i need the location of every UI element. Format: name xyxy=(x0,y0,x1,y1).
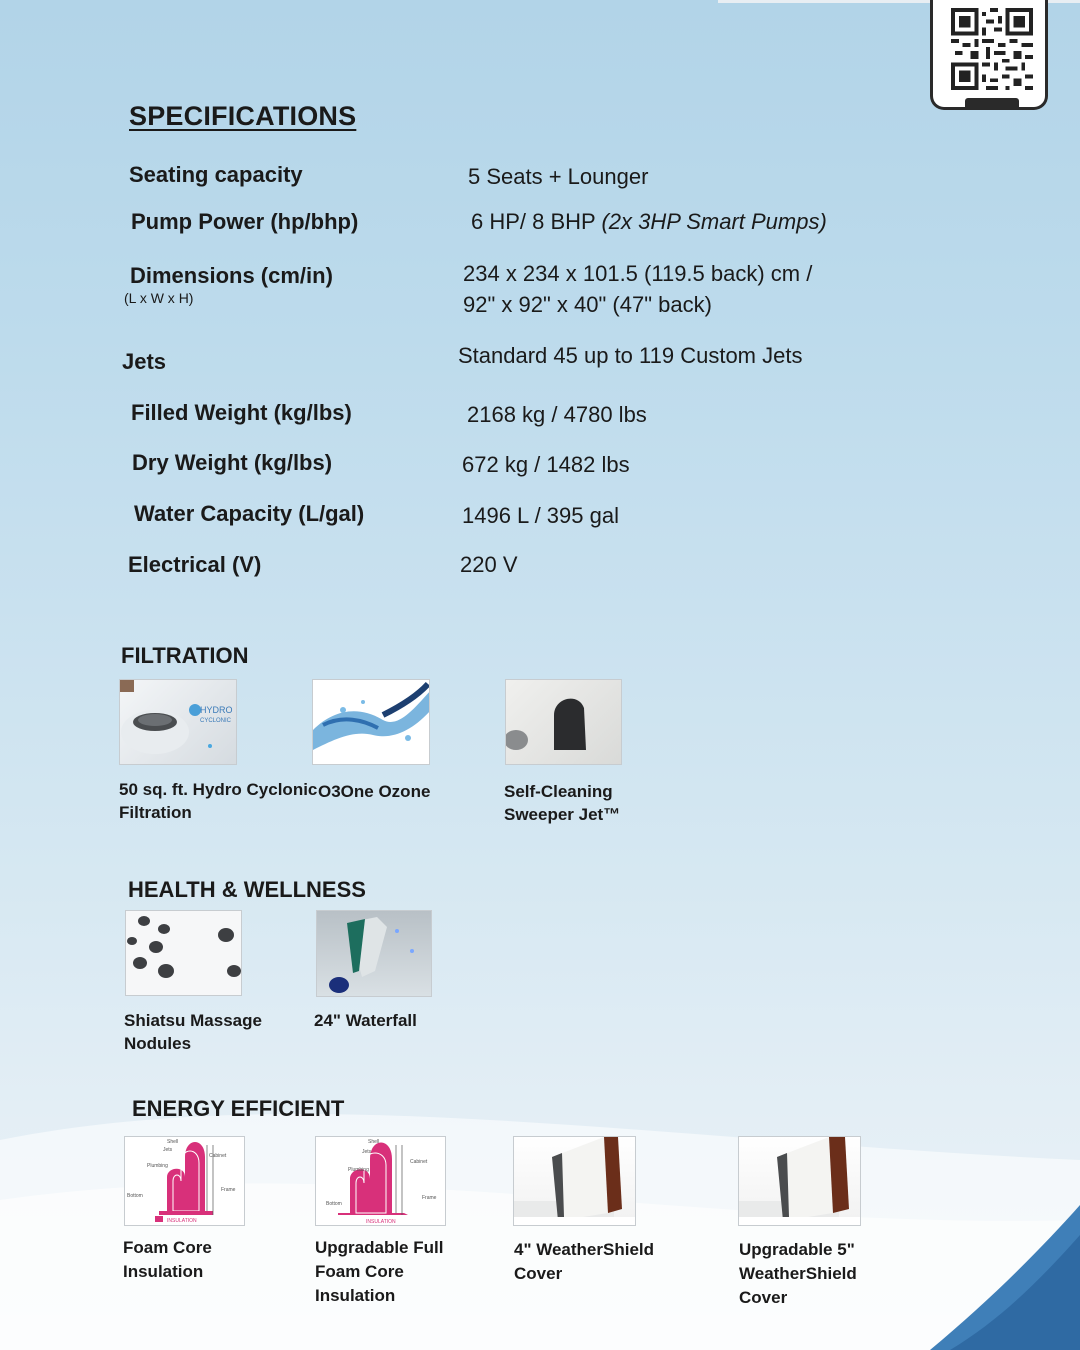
svg-text:INSULATION: INSULATION xyxy=(167,1218,197,1224)
svg-text:Frame: Frame xyxy=(221,1187,236,1193)
svg-text:Bottom: Bottom xyxy=(326,1201,342,1207)
spec-sublabel-dimensions: (L x W x H) xyxy=(124,290,194,306)
spec-value-dimensions-line2: 92" x 92" x 40" (47" back) xyxy=(463,292,712,317)
qr-code-phone[interactable] xyxy=(930,0,1048,110)
svg-text:Frame: Frame xyxy=(422,1195,437,1201)
sweeper-jet-caption: Self-Cleaning Sweeper Jet™ xyxy=(504,782,621,824)
svg-text:INSULATION: INSULATION xyxy=(366,1219,396,1225)
spec-value-dry-weight: 672 kg / 1482 lbs xyxy=(462,452,630,477)
svg-text:Jets: Jets xyxy=(362,1149,372,1155)
waterfall-image[interactable] xyxy=(316,910,432,997)
spec-value-pump-main: 6 HP/ 8 BHP xyxy=(471,209,602,234)
svg-text:Plumbing: Plumbing xyxy=(147,1163,168,1169)
spec-value-dimensions xyxy=(463,258,812,320)
spec-label-seating: Seating capacity xyxy=(129,162,303,187)
spec-value-water-capacity: 1496 L / 395 gal xyxy=(462,503,619,528)
qr-code-icon xyxy=(951,8,1033,90)
svg-text:Jets: Jets xyxy=(163,1147,173,1153)
spec-label-electrical: Electrical (V) xyxy=(128,552,262,577)
svg-text:CYCLONIC: CYCLONIC xyxy=(200,718,232,724)
waterfall-icon xyxy=(317,911,432,997)
ozone-caption: O3One Ozone xyxy=(318,782,431,801)
shiatsu-caption: Shiatsu Massage Nodules xyxy=(124,1011,262,1053)
foam-core-diagram-icon xyxy=(125,1137,245,1226)
hydro-cyclonic-icon xyxy=(120,680,237,765)
weathershield-4-image[interactable] xyxy=(513,1136,636,1226)
spec-label-dry-weight: Dry Weight (kg/lbs) xyxy=(132,450,333,475)
foam-core-caption: Foam Core Insulation xyxy=(123,1238,212,1281)
page-title: SPECIFICATIONS xyxy=(129,101,357,131)
spec-value-electrical: 220 V xyxy=(460,552,518,577)
cover-5-icon xyxy=(739,1137,861,1226)
hydro-cyclonic-image[interactable] xyxy=(119,679,237,765)
weathershield-4-caption: 4" WeatherShield Cover xyxy=(514,1240,655,1283)
filtration-title: FILTRATION xyxy=(121,643,249,668)
energy-efficient-title: ENERGY EFFICIENT xyxy=(132,1096,345,1121)
waterfall-caption: 24" Waterfall xyxy=(314,1011,417,1030)
shiatsu-image[interactable] xyxy=(125,910,242,996)
full-foam-core-diagram-icon xyxy=(316,1137,446,1226)
massage-nodules-icon xyxy=(126,911,242,996)
spec-value-jets: Standard 45 up to 119 Custom Jets xyxy=(458,343,803,368)
spec-value-dimensions-line1: 234 x 234 x 101.5 (119.5 back) cm / xyxy=(463,261,813,286)
foam-core-image[interactable] xyxy=(124,1136,245,1226)
svg-text:HYDRO: HYDRO xyxy=(200,705,233,715)
svg-text:Shell: Shell xyxy=(167,1139,179,1145)
weathershield-5-caption: Upgradable 5" WeatherShield Cover xyxy=(739,1240,857,1307)
spec-label-pump: Pump Power (hp/bhp) xyxy=(131,209,359,234)
spec-value-pump xyxy=(471,206,827,237)
spec-value-filled-weight: 2168 kg / 4780 lbs xyxy=(467,402,647,427)
spec-label-filled-weight: Filled Weight (kg/lbs) xyxy=(131,400,352,425)
svg-text:Bottom: Bottom xyxy=(127,1193,143,1199)
sweeper-jet-image[interactable] xyxy=(505,679,622,765)
full-foam-core-image[interactable] xyxy=(315,1136,446,1226)
svg-text:Cabinet: Cabinet xyxy=(209,1153,227,1159)
spec-label-jets: Jets xyxy=(122,349,167,374)
svg-text:Plumbing: Plumbing xyxy=(348,1167,369,1173)
spec-label-water-capacity: Water Capacity (L/gal) xyxy=(134,501,365,526)
weathershield-5-image[interactable] xyxy=(738,1136,861,1226)
cover-4-icon xyxy=(514,1137,636,1226)
svg-text:Cabinet: Cabinet xyxy=(410,1159,428,1165)
spec-value-pump-detail: (2x 3HP Smart Pumps) xyxy=(601,209,827,234)
health-wellness-title: HEALTH & WELLNESS xyxy=(128,877,366,902)
hydro-cyclonic-caption: 50 sq. ft. Hydro Cyclonic Filtration xyxy=(119,780,318,822)
spec-value-seating: 5 Seats + Lounger xyxy=(468,164,649,189)
water-splash-icon xyxy=(313,680,430,765)
sweeper-jet-icon xyxy=(506,680,622,765)
svg-text:Shell: Shell xyxy=(368,1139,380,1145)
phone-bottom-bar xyxy=(965,98,1019,107)
spec-label-dimensions: Dimensions (cm/in) xyxy=(130,263,333,288)
ozone-image[interactable] xyxy=(312,679,430,765)
full-foam-core-caption: Upgradable Full Foam Core Insulation xyxy=(315,1238,444,1305)
